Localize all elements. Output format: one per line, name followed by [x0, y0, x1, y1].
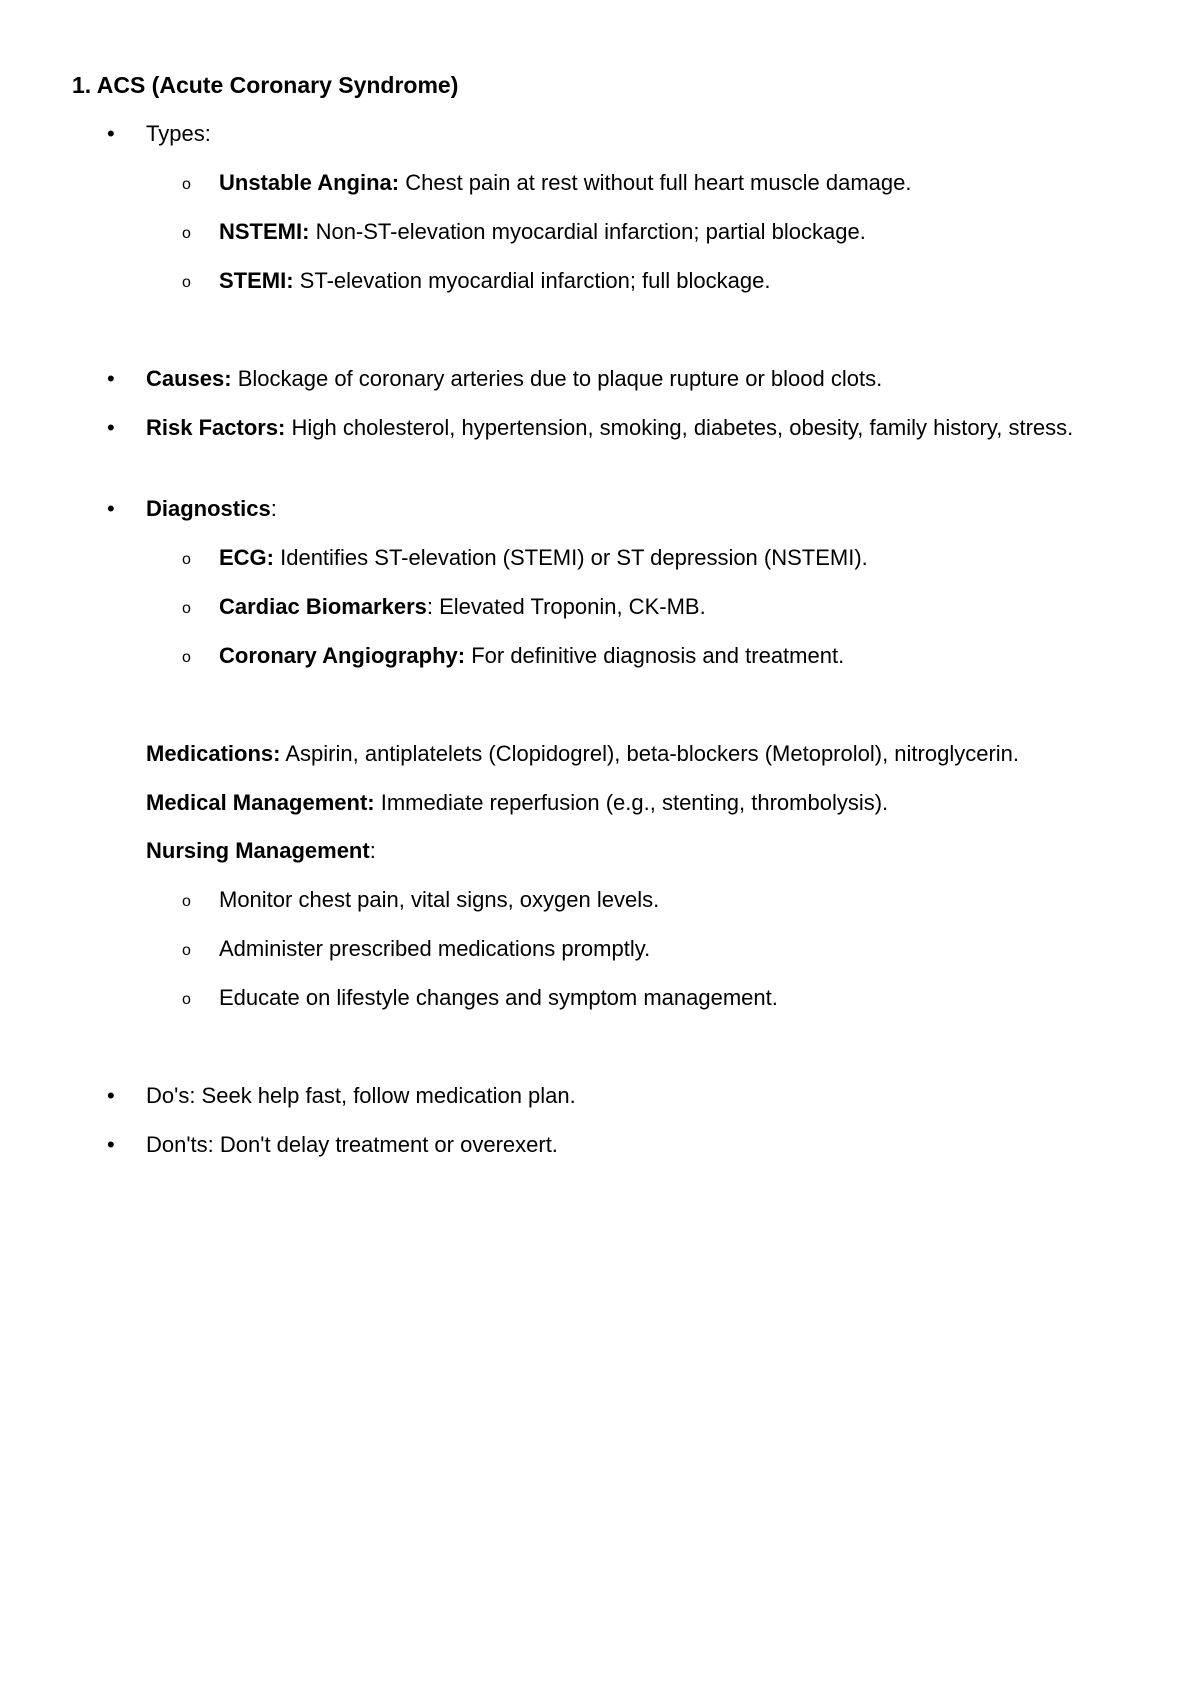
medical-management-term: Medical Management:	[146, 790, 375, 815]
type-item-unstable-angina	[219, 169, 911, 197]
diagnostics-heading	[146, 495, 277, 523]
diagnostic-text: Identifies ST-elevation (STEMI) or ST depression (NSTEMI).	[274, 545, 868, 570]
nursing-management-heading	[146, 837, 376, 865]
type-term: STEMI:	[219, 268, 294, 293]
causes-text: Blockage of coronary arteries due to plaque rupture or blood clots.	[231, 366, 883, 391]
medications-line	[146, 740, 1019, 768]
diagnostics-suffix: :	[270, 496, 277, 521]
diagnostics-term: Diagnostics	[146, 496, 271, 521]
risk-factors-term: Risk Factors:	[146, 415, 286, 440]
causes-line	[146, 365, 882, 393]
bullet-glyph: •	[107, 1132, 115, 1157]
bullet-glyph: •	[107, 496, 115, 521]
diagnostic-item-biomarkers	[219, 593, 706, 621]
types-label: Types:	[146, 121, 211, 146]
subbullet-glyph: o	[182, 942, 191, 959]
risk-factors-line	[146, 412, 1106, 444]
subbullet-glyph: o	[182, 991, 191, 1008]
diagnostic-text: For definitive diagnosis and treatment.	[465, 643, 845, 668]
subbullet-glyph: o	[182, 274, 191, 291]
nursing-item: Administer prescribed medications promptly.	[219, 936, 651, 961]
type-text: Chest pain at rest without full heart muscle damage.	[399, 170, 912, 195]
donts-line: Don'ts: Don't delay treatment or overexert.	[146, 1132, 558, 1157]
medical-management-line	[146, 789, 888, 817]
nursing-item: Educate on lifestyle changes and symptom management.	[219, 985, 778, 1010]
nursing-item: Monitor chest pain, vital signs, oxygen levels.	[219, 887, 660, 912]
subbullet-glyph: o	[182, 551, 191, 568]
bullet-glyph: •	[107, 366, 115, 391]
nursing-management-suffix: :	[369, 838, 376, 863]
diagnostic-item-angiography	[219, 642, 844, 670]
diagnostic-term: Coronary Angiography:	[219, 643, 466, 668]
diagnostic-item-ecg	[219, 544, 868, 572]
causes-term: Causes:	[146, 366, 232, 391]
type-term: Unstable Angina:	[219, 170, 400, 195]
subbullet-glyph: o	[182, 649, 191, 666]
medications-term: Medications:	[146, 741, 281, 766]
type-term: NSTEMI:	[219, 219, 310, 244]
medical-management-text: Immediate reperfusion (e.g., stenting, thrombolysis).	[374, 790, 889, 815]
diagnostic-text: : Elevated Troponin, CK-MB.	[426, 594, 706, 619]
diagnostic-term: ECG:	[219, 545, 274, 570]
type-text: ST-elevation myocardial infarction; full blockage.	[293, 268, 771, 293]
bullet-glyph: •	[107, 1083, 115, 1108]
page-title: 1. ACS (Acute Coronary Syndrome)	[72, 72, 459, 98]
medications-text: Aspirin, antiplatelets (Clopidogrel), beta-blockers (Metoprolol), nitroglycerin.	[280, 741, 1020, 766]
subbullet-glyph: o	[182, 225, 191, 242]
dos-line: Do's: Seek help fast, follow medication plan.	[146, 1083, 576, 1108]
bullet-glyph: •	[107, 415, 115, 440]
nursing-management-term: Nursing Management	[146, 838, 370, 863]
type-text: Non-ST-elevation myocardial infarction; partial blockage.	[309, 219, 866, 244]
subbullet-glyph: o	[182, 893, 191, 910]
bullet-glyph: •	[107, 121, 115, 146]
risk-factors-text: High cholesterol, hypertension, smoking, diabetes, obesity, family history, stress.	[285, 415, 1074, 440]
type-item-stemi	[219, 267, 770, 295]
type-item-nstemi	[219, 218, 866, 246]
subbullet-glyph: o	[182, 176, 191, 193]
subbullet-glyph: o	[182, 600, 191, 617]
diagnostic-term: Cardiac Biomarkers	[219, 594, 427, 619]
